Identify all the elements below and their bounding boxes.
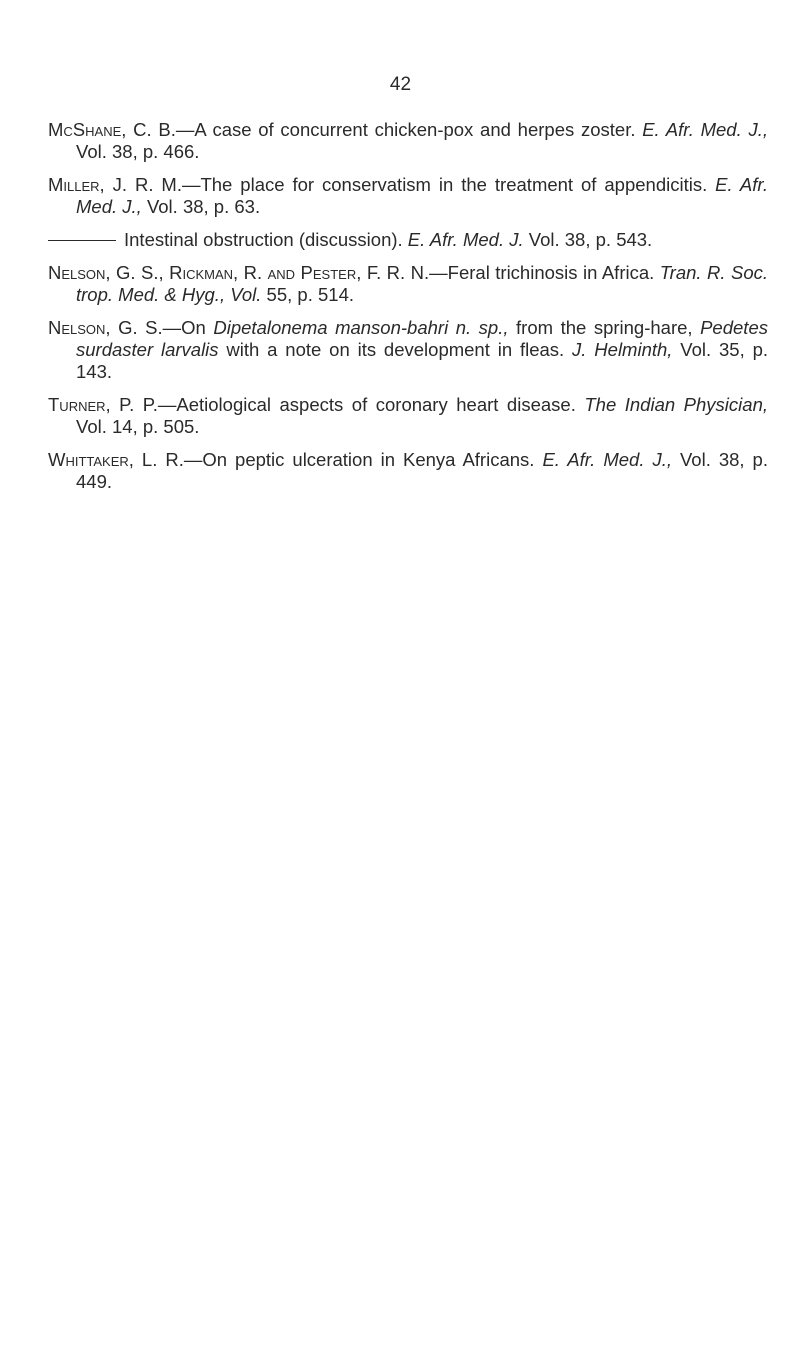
reference-source: E. Afr. Med. J., <box>76 174 769 217</box>
reference-entry <box>48 262 768 306</box>
reference-entry <box>48 394 768 438</box>
reference-source: The Indian Physician, <box>584 394 768 415</box>
reference-source: J. Helminth, <box>572 339 673 360</box>
reference-author: Miller, J. R. M. <box>48 174 182 195</box>
reference-entry <box>48 229 768 251</box>
reference-details: Vol. 38, p. 449. <box>76 449 768 492</box>
reference-title: —A case of concurrent chicken-pox and herpes zoster. <box>175 119 643 140</box>
reference-title-species: Dipetalonema manson-bahri n. sp., <box>213 317 509 338</box>
reference-entry <box>48 317 768 383</box>
reference-title: —Feral trichinosis in Africa. <box>429 262 660 283</box>
reference-details: Vol. 14, p. 505. <box>76 416 200 437</box>
reference-source: E. Afr. Med. J., <box>642 119 768 140</box>
reference-author: Nelson, G. S. <box>48 317 163 338</box>
reference-author: Turner, P. P. <box>48 394 158 415</box>
reference-entry <box>48 174 768 218</box>
reference-details: Vol. 35, p. 143. <box>76 339 768 382</box>
reference-source: E. Afr. Med. J., <box>542 449 672 470</box>
reference-title: —On peptic ulceration in Kenya Africans. <box>183 449 543 470</box>
page-number: 42 <box>389 74 412 95</box>
ditto-dash <box>48 240 116 241</box>
reference-details: 55, p. 514. <box>261 284 354 305</box>
reference-author: Whittaker, L. R. <box>48 449 184 470</box>
reference-title-species: Pedetes surdaster larvalis <box>76 317 768 360</box>
reference-author: McShane, C. B. <box>48 119 176 140</box>
reference-entry <box>48 119 768 163</box>
reference-details: Vol. 38, p. 63. <box>141 196 261 217</box>
reference-author: Nelson, G. S., Rickman, R. and Pester, F. R. N. <box>48 262 430 283</box>
reference-title: —The place for conservatism in the treatment of appendicitis. <box>181 174 716 195</box>
reference-source: E. Afr. Med. J. <box>407 229 524 250</box>
reference-details: Vol. 38, p. 466. <box>76 141 200 162</box>
reference-title: Intestinal obstruction (discussion). <box>124 229 408 250</box>
reference-source: Tran. R. Soc. trop. Med. & Hyg., Vol. <box>76 262 768 305</box>
reference-title: —Aetiological aspects of coronary heart disease. <box>157 394 585 415</box>
reference-title: with a note on its development in fleas. <box>218 339 573 360</box>
reference-entry <box>48 449 768 493</box>
reference-title: from the spring-hare, <box>508 317 701 338</box>
reference-list <box>48 119 768 504</box>
reference-details: Vol. 38, p. 543. <box>523 229 653 250</box>
reference-title: —On <box>162 317 214 338</box>
